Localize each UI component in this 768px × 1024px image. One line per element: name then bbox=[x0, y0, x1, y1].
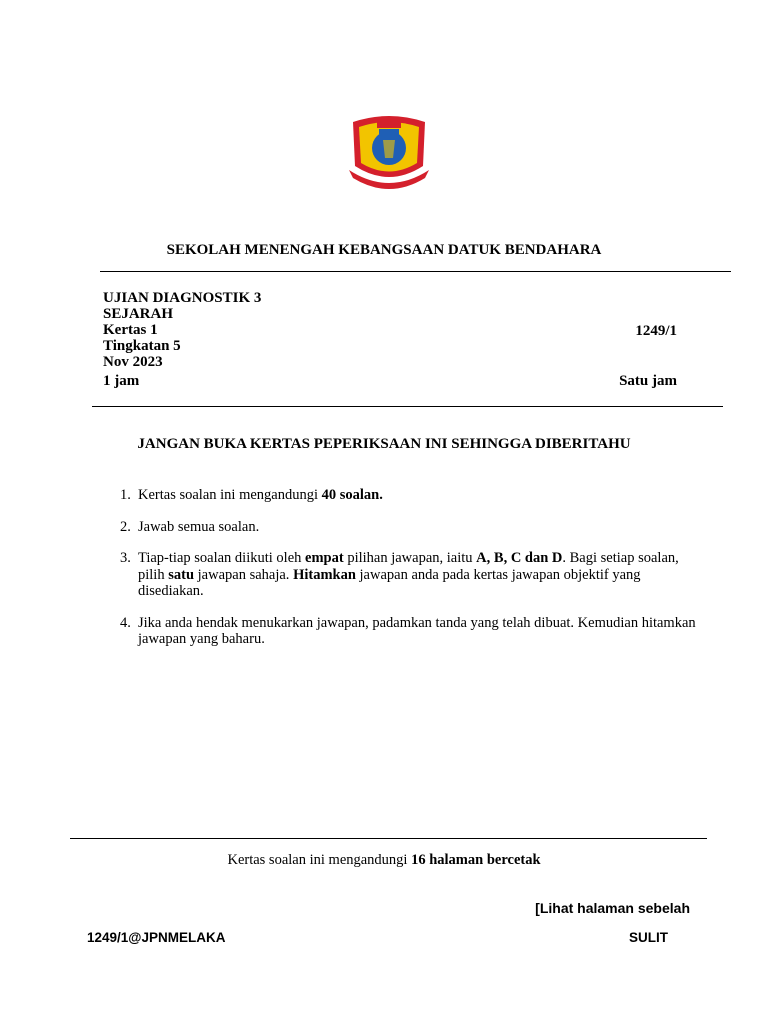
warning-heading: JANGAN BUKA KERTAS PEPERIKSAAN INI SEHINGGA DIBERITAHU bbox=[137, 436, 631, 452]
exam-paper: Kertas 1 bbox=[103, 322, 158, 338]
divider-bottom bbox=[70, 838, 707, 839]
footer-code: 1249/1@JPNMELAKA bbox=[87, 930, 226, 945]
divider-middle bbox=[92, 406, 723, 407]
instruction-item: 1. Kertas soalan ini mengandungi 40 soalan. bbox=[120, 487, 383, 503]
footer-classification: SULIT bbox=[629, 930, 668, 945]
instructions-list bbox=[120, 487, 700, 663]
exam-subject: SEJARAH bbox=[103, 306, 174, 322]
school-name: SEKOLAH MENENGAH KEBANGSAAN DATUK BENDAHARA bbox=[166, 242, 602, 258]
exam-info bbox=[103, 290, 261, 370]
duration-long: Satu jam bbox=[619, 373, 677, 389]
exam-title: UJIAN DIAGNOSTIK 3 bbox=[103, 290, 262, 306]
exam-form: Tingkatan 5 bbox=[103, 338, 181, 354]
see-next-page: [Lihat halaman sebelah bbox=[535, 900, 690, 916]
divider-top bbox=[100, 271, 731, 272]
instruction-item: 4. Jika anda hendak menukarkan jawapan, padamkan tanda yang telah dibuat. Kemudian hitamkan jawapan yang baharu. bbox=[120, 614, 696, 647]
exam-code: 1249/1 bbox=[635, 323, 677, 339]
school-crest-logo bbox=[343, 108, 435, 196]
page-count-note: Kertas soalan ini mengandungi 16 halaman bercetak bbox=[227, 852, 541, 868]
exam-date: Nov 2023 bbox=[103, 354, 163, 370]
duration-short: 1 jam bbox=[103, 373, 140, 389]
instruction-item: 3. Tiap-tiap soalan diikuti oleh empat pilihan jawapan, iaitu A, B, C dan D. Bagi setiap soalan, pilih satu jawapan sahaja. Hitamkan jawapan anda pada kertas jawapan objektif yang disediakan. bbox=[120, 550, 679, 599]
instruction-item: 2. Jawab semua soalan. bbox=[120, 518, 260, 535]
